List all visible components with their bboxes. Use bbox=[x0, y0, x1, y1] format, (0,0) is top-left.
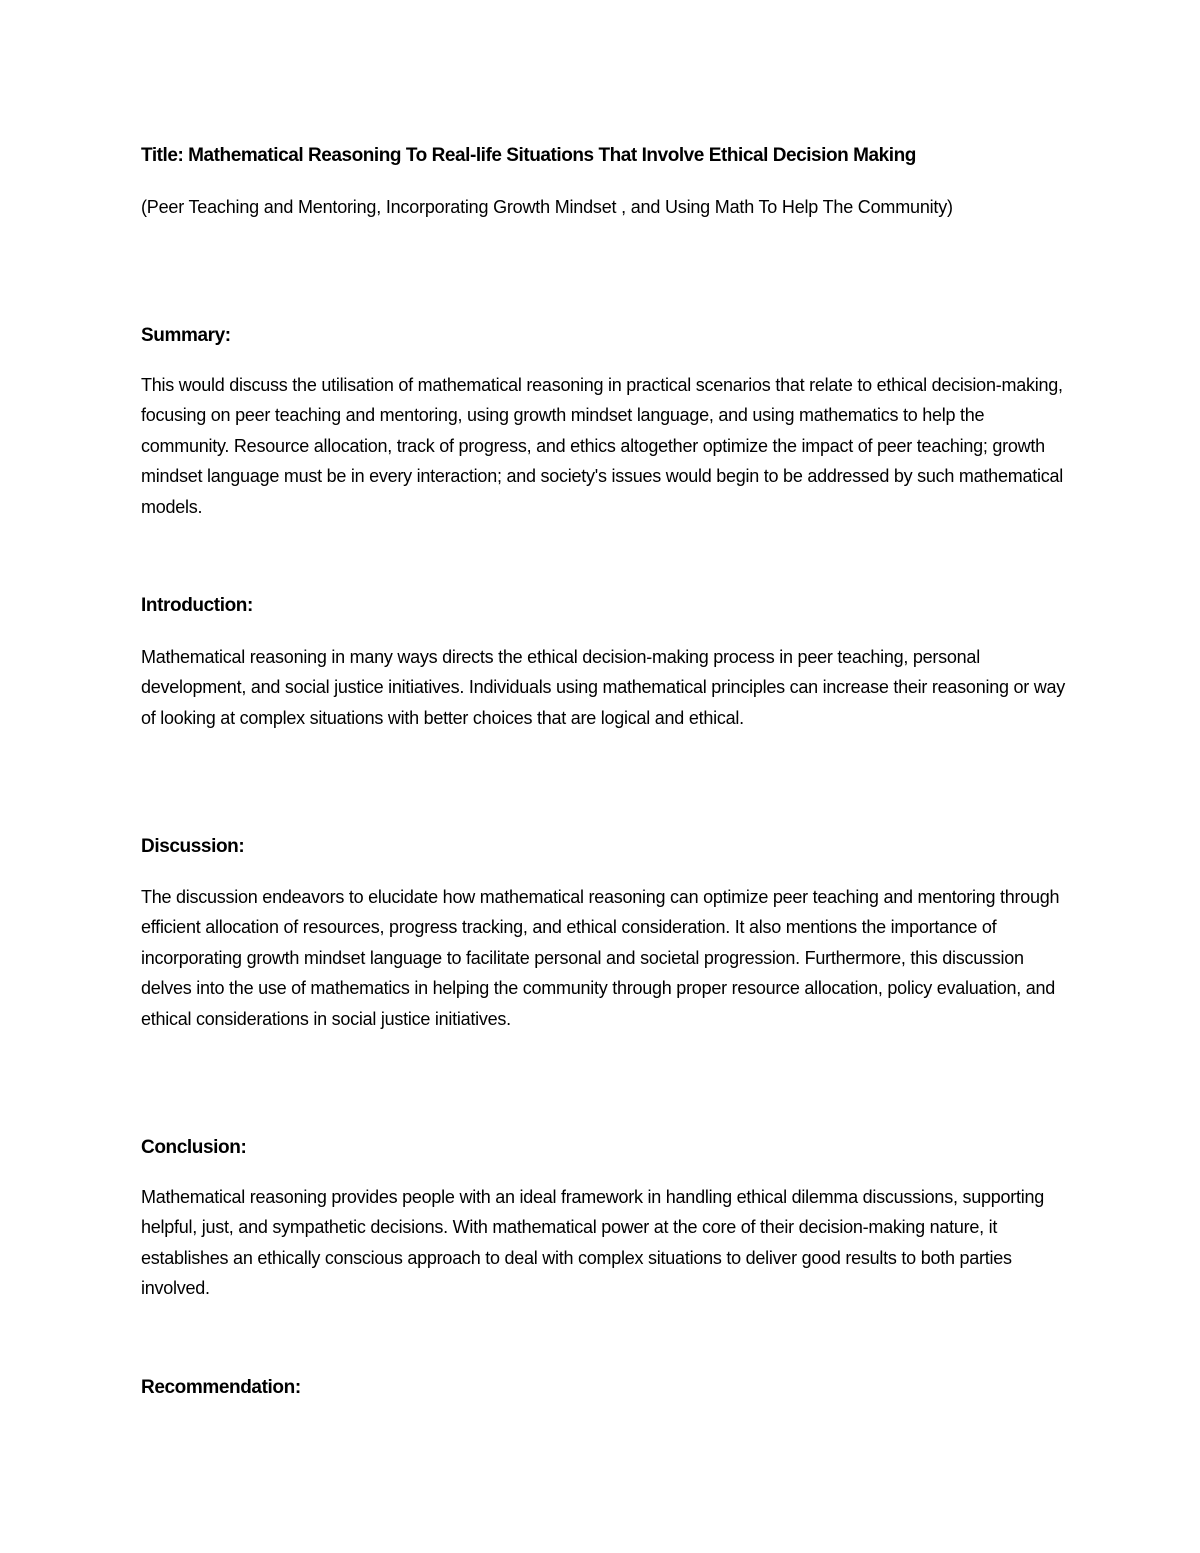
summary-heading: Summary: bbox=[141, 325, 231, 346]
document-title: Title: Mathematical Reasoning To Real-life Situations That Involve Ethical Decision Making bbox=[141, 145, 916, 166]
introduction-heading: Introduction: bbox=[141, 595, 253, 616]
conclusion-paragraph: Mathematical reasoning provides people with an ideal framework in handling ethical dilemma discussions, supporting helpful, just, and sympathetic decisions. With mathematical power at the core of their decision-making nature, it establishes an ethically conscious approach to deal with complex situations to deliver good results to both parties involved. bbox=[141, 1187, 1044, 1299]
conclusion-heading: Conclusion: bbox=[141, 1137, 247, 1158]
discussion-paragraph: The discussion endeavors to elucidate how mathematical reasoning can optimize peer teaching and mentoring through efficient allocation of resources, progress tracking, and ethical consideration. It also mentions the importance of incorporating growth mindset language to facilitate personal and societal progression. Furthermore, this discussion delves into the use of mathematics in helping the community through proper resource allocation, policy evaluation, and ethical considerations in social justice initiatives. bbox=[141, 887, 1060, 1029]
summary-paragraph: This would discuss the utilisation of mathematical reasoning in practical scenarios that relate to ethical decision-making, focusing on peer teaching and mentoring, using growth mindset language, and using mathematics to help the community. Resource allocation, track of progress, and ethics altogether optimize the impact of peer teaching; growth mindset language must be in every interaction; and society's issues would begin to be addressed by such mathematical models. bbox=[141, 375, 1063, 517]
discussion-heading: Discussion: bbox=[141, 836, 245, 857]
recommendation-heading: Recommendation: bbox=[141, 1377, 301, 1398]
introduction-paragraph: Mathematical reasoning in many ways directs the ethical decision-making process in peer teaching, personal development, and social justice initiatives. Individuals using mathematical principles can increase their reasoning or way of looking at complex situations with better choices that are logical and ethical. bbox=[141, 647, 1065, 728]
document-subtitle: (Peer Teaching and Mentoring, Incorporating Growth Mindset , and Using Math To Help The Community) bbox=[141, 197, 953, 217]
